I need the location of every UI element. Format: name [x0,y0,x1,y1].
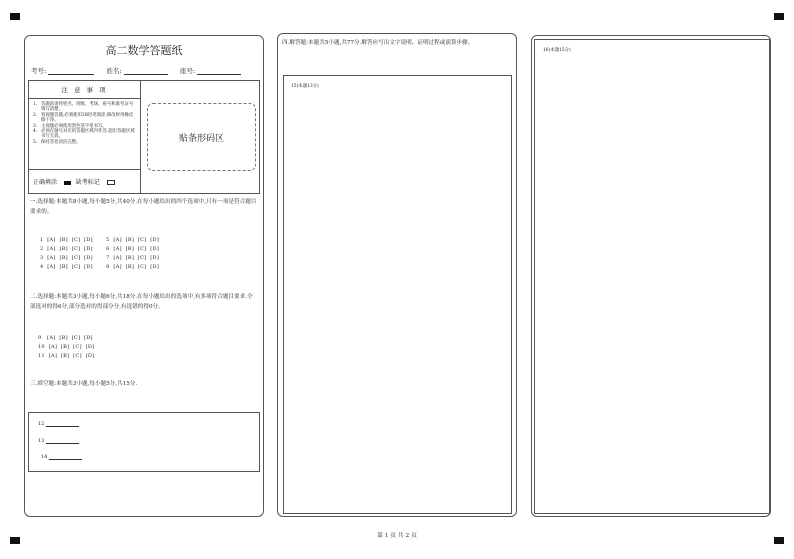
choice-row[interactable]: 4 [A] [B] [C] [D] 8 [A] [B] [C] [D] [40,264,160,270]
fill-sample-divider [29,169,140,170]
sheet-title: 高二数学答题纸 [105,44,183,57]
fill-in-answer-line[interactable] [46,421,79,427]
seat-number-field[interactable] [197,67,241,75]
registration-mark-top-right [774,13,784,20]
fill-in-answer-line[interactable] [46,438,79,444]
choice-row[interactable]: 3 [A] [B] [C] [D] 7 [A] [B] [C] [D] [40,255,160,261]
q16-answer-box[interactable] [534,39,770,514]
section3-header: 三.填空题:本题共3小题,每小题5分,共15分. [30,381,138,387]
notes-item-num: 2. [33,112,38,118]
notes-title-divider [29,98,140,99]
fill-in-answer-line[interactable] [49,454,82,460]
correct-fill-sample-icon [64,181,71,185]
page-footer: 第 1 页 共 2 页 [377,533,417,539]
notes-item [33,102,135,113]
absent-mark-checkbox[interactable] [107,180,115,185]
fill-in-number: 13 [38,438,45,444]
section2-header: 二.选择题:本题共3小题,每小题6分,共18分.在每小题给出的选项中,有多项符合题目要求.全部选对的得6分,部分选对的得部分分,有选错的得0分。 [30,294,253,310]
choice-row[interactable]: 1 [A] [B] [C] [D] 5 [A] [B] [C] [D] [40,237,160,243]
notes-item-text: 答题前请将姓名、班级、考场、座号和准考证号填写清楚。 [41,102,134,113]
name-label: 姓名: [106,67,122,75]
choice-row[interactable]: 2 [A] [B] [C] [D] 6 [A] [B] [C] [D] [40,246,160,252]
notes-item-text: 必须在题号对应的答题区域内作答,超出答题区域书写无效。 [41,129,135,140]
notes-item [33,129,135,140]
q15-answer-box[interactable] [283,75,512,514]
barcode-area [147,103,256,171]
notes-item [33,113,135,124]
fill-in-number: 14 [41,454,48,460]
section4-header: 四.解答题:本题共5小题,共77分.解答应写出文字说明、证明过程或演算步骤。 [282,40,474,46]
exam-number-label: 考号: [31,67,47,75]
seat-number-label: 座号: [179,67,196,75]
section2-options [38,334,94,361]
choice-row[interactable]: 9 [A] [B] [C] [D] [38,335,93,341]
correct-fill-label: 正确填涂 [33,179,58,186]
notes-column [29,81,141,193]
fill-in-item-13 [38,438,79,444]
q16-label: 16(本题15分) [543,48,571,53]
fill-in-answer-box [28,412,260,472]
info-row [31,66,261,75]
notes-item-num: 1. [33,102,38,107]
fill-in-item-14 [41,454,82,460]
q15-label: 15(本题13分) [291,84,319,89]
notes-item-text: 主观题必须使用黑色签字笔书写。 [41,123,107,129]
notes-item-text: 客观题答题,必须使用2B铅笔填涂,修改时用橡皮擦干净。 [41,112,134,124]
right-panel [531,35,771,517]
notes-title: 注 意 事 项 [61,86,108,94]
notes-item-num: 4. [33,129,38,135]
fill-in-item-12 [38,421,79,427]
exam-number-field[interactable] [48,67,94,75]
registration-mark-top-left [10,13,20,20]
barcode-label: 贴条形码区 [178,133,224,144]
notes-list [33,102,135,145]
left-panel [24,35,264,517]
notes-item-text: 保持答卷清洁完整。 [41,139,81,145]
notes-box [28,80,260,194]
notes-item-num: 3. [33,123,38,129]
section1-header: 一.选择题:本题共8小题,每小题5分,共40分.在每小题给出的四个选项中,只有一项是符合题目要求的。 [30,199,257,215]
section1-options [40,236,159,272]
absent-mark-label: 缺考标记 [75,179,100,186]
middle-panel [277,33,517,517]
choice-row[interactable]: 11 [A] [B] [C] [D] [38,353,95,359]
fill-in-number: 12 [38,421,45,427]
notes-item-num: 5. [33,139,38,145]
fill-sample-row [33,177,139,186]
notes-item [33,140,135,145]
name-field[interactable] [124,67,168,75]
choice-row[interactable]: 10 [A] [B] [C] [D] [38,344,95,350]
